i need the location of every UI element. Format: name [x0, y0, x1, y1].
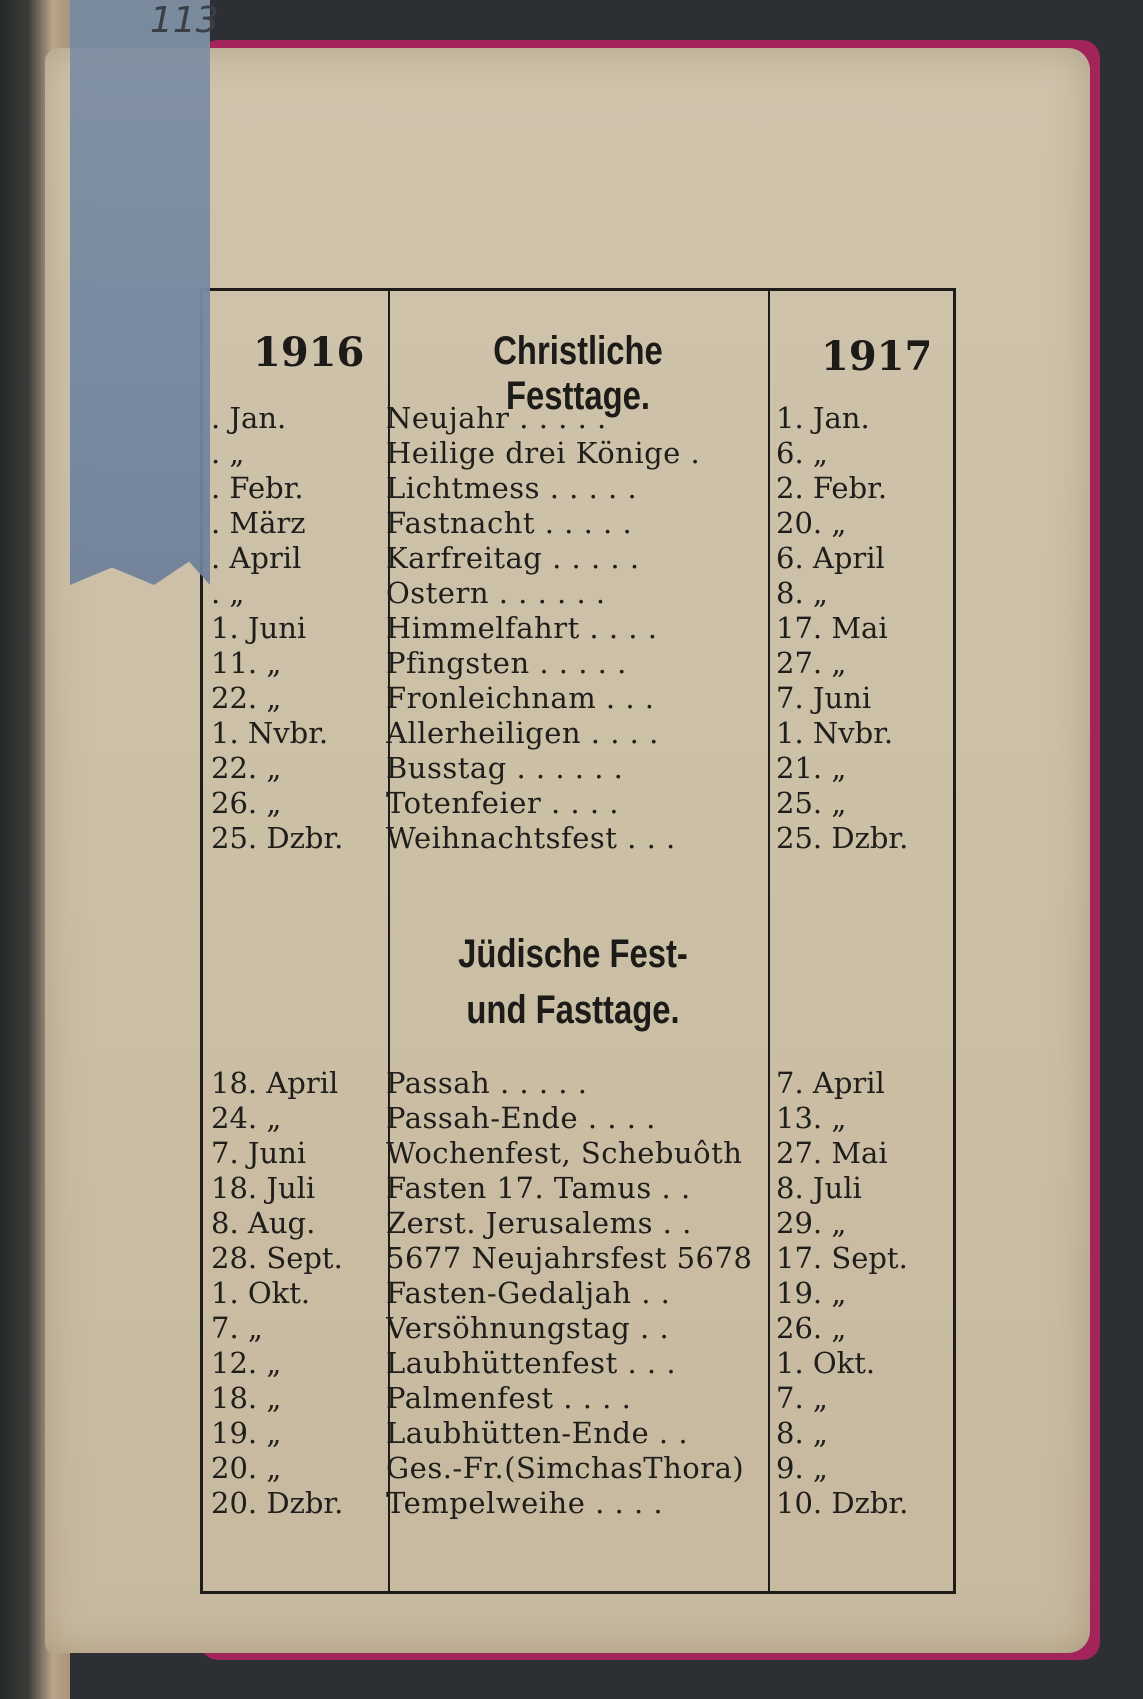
table-row: 22. „ Fronleichnam . . . 7. Juni [211, 681, 872, 715]
table-row: 12. „ Laubhüttenfest . . . 1. Okt. [211, 1346, 876, 1380]
table-row: . Febr. Lichtmess . . . . . 2. Febr. [211, 471, 888, 505]
table-row: . April Karfreitag . . . . . 6. April [211, 541, 885, 575]
table-row: 8. Aug. Zerst. Jerusalems . . 29. „ [211, 1206, 847, 1240]
table-row: 18. „ Palmenfest . . . . 7. „ [211, 1381, 828, 1415]
archive-pencil-mark: 113 [150, 0, 219, 41]
table-row: 1. Okt. Fasten-Gedaljah . . 19. „ [211, 1276, 847, 1310]
christian-holidays-heading: Christliche Festtage. [493, 329, 663, 418]
table-row: 1. Nvbr. Allerheiligen . . . . 1. Nvbr. [211, 716, 894, 750]
table-row: 25. Dzbr. Weihnachtsfest . . . 25. Dzbr. [211, 821, 909, 855]
table-row: 11. „ Pfingsten . . . . . 27. „ [211, 646, 847, 680]
table-row: . Jan. Neujahr . . . . . 1. Jan. [211, 401, 870, 435]
table-row: 7. „ Versöhnungstag . . 26. „ [211, 1311, 847, 1345]
table-row: 18. Juli Fasten 17. Tamus . . 8. Juli [211, 1171, 862, 1205]
table-row: 18. April Passah . . . . . 7. April [211, 1066, 885, 1100]
jewish-holidays-heading: Jüdische Fest- und Fasttage. [458, 932, 688, 1032]
table-row: 22. „ Busstag . . . . . . 21. „ [211, 751, 847, 785]
table-row: 19. „ Laubhütten-Ende . . 8. „ [211, 1416, 828, 1450]
blue-tape-strip [70, 0, 210, 585]
table-row: 7. Juni Wochenfest, Schebuôth 27. Mai [211, 1136, 888, 1170]
year-1917-heading: 1917 [821, 333, 933, 380]
table-row: 26. „ Totenfeier . . . . 25. „ [211, 786, 847, 820]
holiday-table [200, 288, 956, 1594]
table-row: 1. Juni Himmelfahrt . . . . 17. Mai [211, 611, 888, 645]
year-1916-heading: 1916 [253, 329, 365, 376]
table-row: . „ Heilige drei Könige . 6. „ [211, 436, 828, 470]
table-row: . „ Ostern . . . . . . 8. „ [211, 576, 828, 610]
table-row: 24. „ Passah-Ende . . . . 13. „ [211, 1101, 847, 1135]
table-row: 20. „ Ges.-Fr.(SimchasThora) 9. „ [211, 1451, 828, 1485]
table-row: . März Fastnacht . . . . . 20. „ [211, 506, 847, 540]
table-row: 28. Sept. 5677 Neujahrsfest 5678 17. Sept. [211, 1241, 908, 1275]
table-row: 20. Dzbr. Tempelweihe . . . . 10. Dzbr. [211, 1486, 909, 1520]
